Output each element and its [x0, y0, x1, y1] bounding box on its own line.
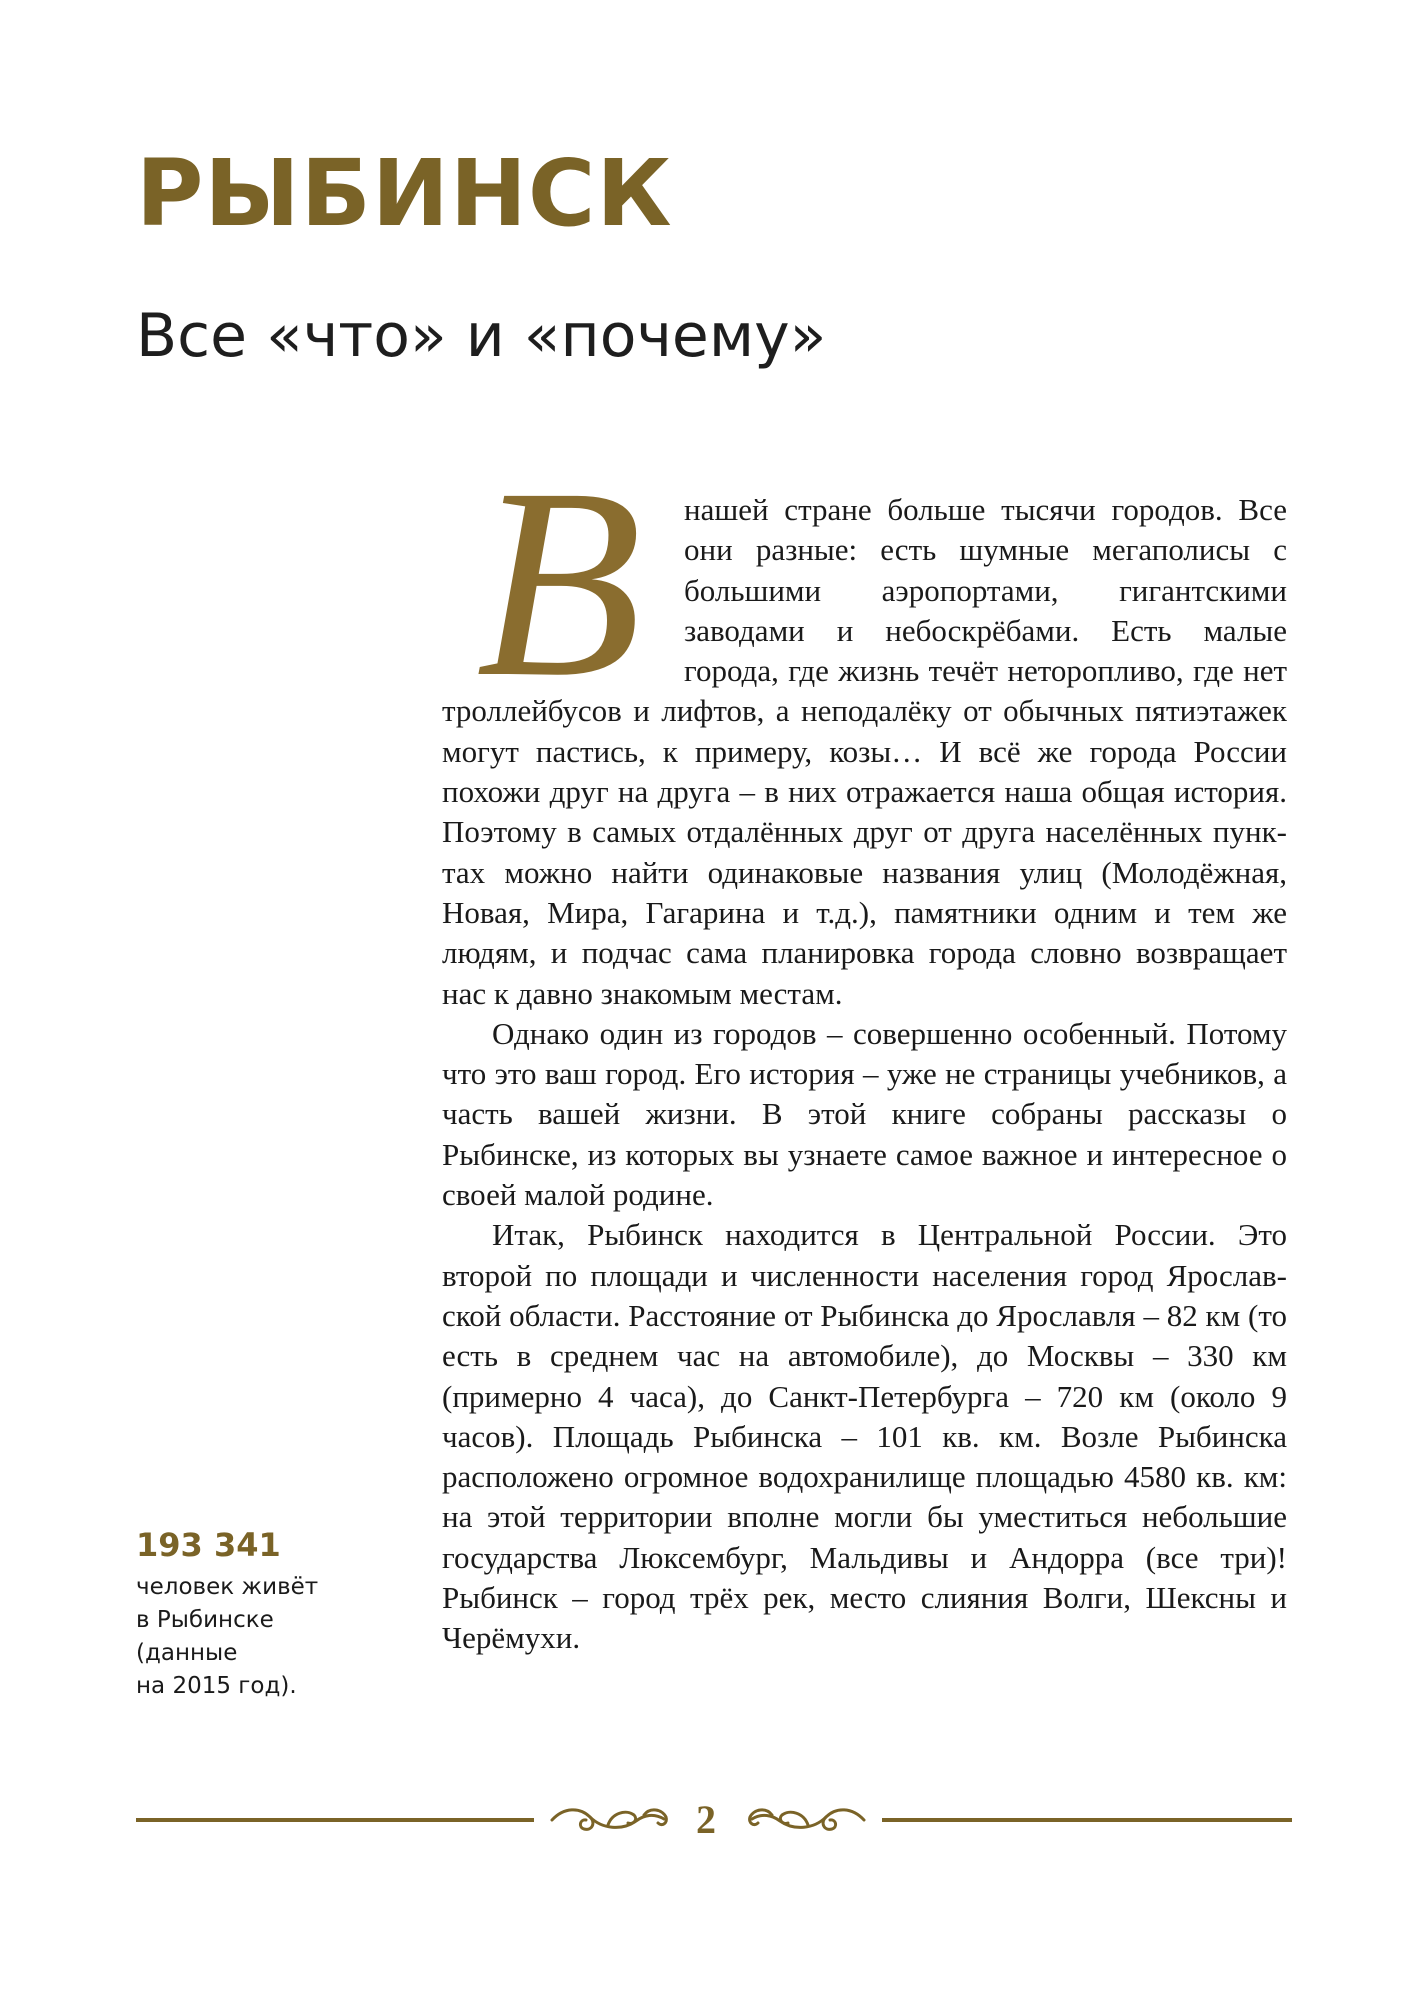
scroll-ornament-left-icon: [546, 1799, 674, 1841]
article-body: [442, 432, 1287, 1659]
drop-cap: В: [475, 432, 643, 733]
page-title: РЫБИНСК: [136, 140, 673, 247]
population-number: 193 341: [136, 1526, 281, 1564]
population-sidebar: [136, 1528, 356, 1703]
footer-rule-right: [882, 1818, 1292, 1822]
paragraph-2: Однако один из городов – совершенно особенный. Потому что это ваш город. Его история – уже не страницы учебников, а часть вашей жизни. В этой книге собраны рассказы о Рыбинске, из которых вы узнаете самое важное и интересное о своей малой родине.: [442, 1015, 1287, 1213]
paragraph-1: [442, 432, 1287, 1014]
page-subtitle: Все «что» и «почему»: [136, 301, 827, 371]
population-note: человек живёт в Рыбинске (данные на 2015 год).: [136, 1574, 319, 1700]
paragraph-1-text: нашей стране больше тысячи городов. Все они разные: есть шумные мегаполисы с большими аэропортами, гигантскими заводами и небоскрёбами. Есть малые города, где жизнь течёт неторопливо, где нет троллейбусов и лифтов, а неподалёку от обычных пятиэтажек могут пастись, к примеру, козы… И всё же города России похожи друг на друга – в них отражается наша общая история. Поэтому в самых отдалённых друг от друга населённых пунктах можно найти одинаковые названия улиц (Молодёжная, Новая, Мира, Гагарина и т.д.), памятники одним и тем же людям, и подчас сама планировка города словно возвращает нас к давно знакомым местам.: [442, 492, 1287, 1011]
page-number: 2: [696, 1797, 716, 1842]
paragraph-3: Итак, Рыбинск находится в Центральной России. Это второй по площади и численности населения город Ярославской области. Расстояние от Рыбинска до Ярославля – 82 км (то есть в среднем час на автомобиле), до Москвы – 330 км (примерно 4 часа), до Санкт-Петербурга – 720 км (около 9 часов). Площадь Рыбинска – 101 кв. км. Возле Рыбинска расположено огромное водохранилище площадью 4580 кв. км: на этой территории вполне могли бы уместиться небольшие государства Люксембург, Мальдивы и Андорра (все три)! Рыбинск – город трёх рек, место слияния Волги, Шексны и Черёмухи.: [442, 1217, 1287, 1656]
scroll-ornament-right-icon: [742, 1799, 870, 1841]
footer-rule-left: [136, 1818, 534, 1822]
